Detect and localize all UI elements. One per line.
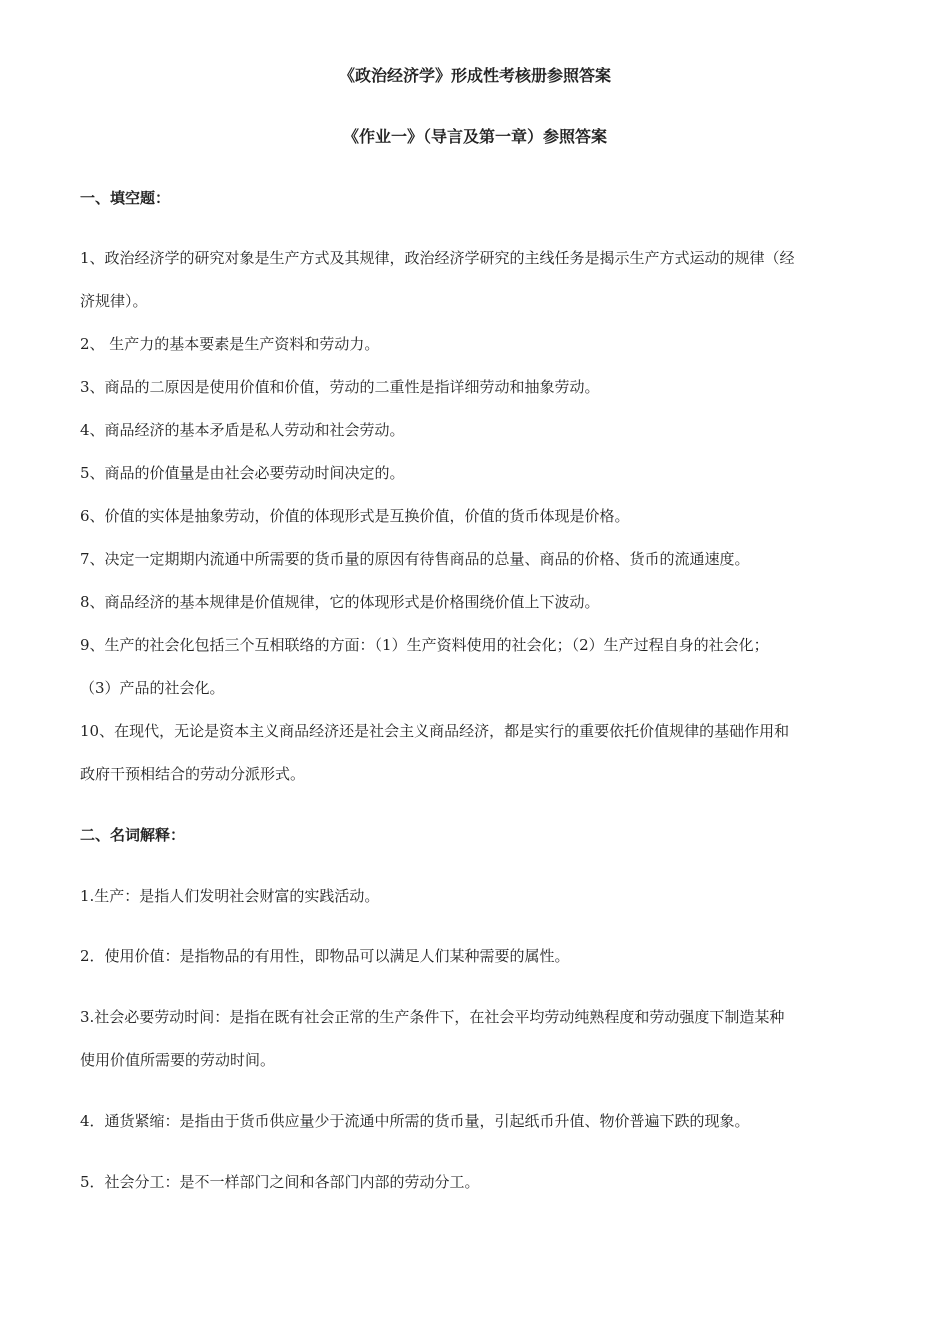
paragraph-line: 7、决定一定期期内流通中所需要的货币量的原因有待售商品的总量、商品的价格、货币的流通速度。: [80, 550, 750, 568]
paragraph-line: 6、价值的实体是抽象劳动，价值的体现形式是互换价值，价值的货币体现是价格。: [80, 507, 630, 525]
section-heading-definitions: 二、名词解释：: [80, 826, 186, 844]
section-heading-fill-in: 一、填空题：: [80, 189, 171, 207]
paragraph-line: 8、商品经济的基本规律是价值规律，它的体现形式是价格围绕价值上下波动。: [80, 593, 600, 611]
definition-line: 3.社会必要劳动时间：是指在既有社会正常的生产条件下，在社会平均劳动纯熟程度和劳动强度下制造某种: [80, 1008, 785, 1026]
document-title: 《政治经济学》形成性考核册参照答案: [338, 66, 611, 85]
paragraph-line: 4、商品经济的基本矛盾是私人劳动和社会劳动。: [80, 421, 405, 439]
paragraph-line: 2、 生产力的基本要素是生产资料和劳动力。: [80, 335, 380, 353]
paragraph-line: 济规律）。: [80, 292, 148, 310]
document-subtitle: 《作业一》（导言及第一章）参照答案: [342, 127, 607, 146]
definition-line: 4．通货紧缩：是指由于货币供应量少于流通中所需的货币量，引起纸币升值、物价普遍下跌的现象。: [80, 1112, 750, 1130]
paragraph-line: 3、商品的二原因是使用价值和价值，劳动的二重性是指详细劳动和抽象劳动。: [80, 378, 600, 396]
definition-line: 使用价值所需要的劳动时间。: [80, 1051, 276, 1069]
paragraph-line: 10、在现代，无论是资本主义商品经济还是社会主义商品经济，都是实行的重要依托价值规律的基础作用和: [80, 722, 790, 740]
paragraph-line: 9、生产的社会化包括三个互相联络的方面：（1）生产资料使用的社会化；（2）生产过程自身的社会化；: [80, 636, 769, 654]
paragraph-line: 政府干预相结合的劳动分派形式。: [80, 765, 306, 783]
definition-line: 1.生产：是指人们发明社会财富的实践活动。: [80, 887, 380, 905]
paragraph-line: 1、政治经济学的研究对象是生产方式及其规律，政治经济学研究的主线任务是揭示生产方式运动的规律（经: [80, 249, 795, 267]
definition-line: 2．使用价值：是指物品的有用性，即物品可以满足人们某种需要的属性。: [80, 947, 570, 965]
paragraph-line: （3）产品的社会化。: [80, 679, 225, 697]
definition-line: 5．社会分工：是不一样部门之间和各部门内部的劳动分工。: [80, 1173, 480, 1191]
paragraph-line: 5、商品的价值量是由社会必要劳动时间决定的。: [80, 464, 405, 482]
